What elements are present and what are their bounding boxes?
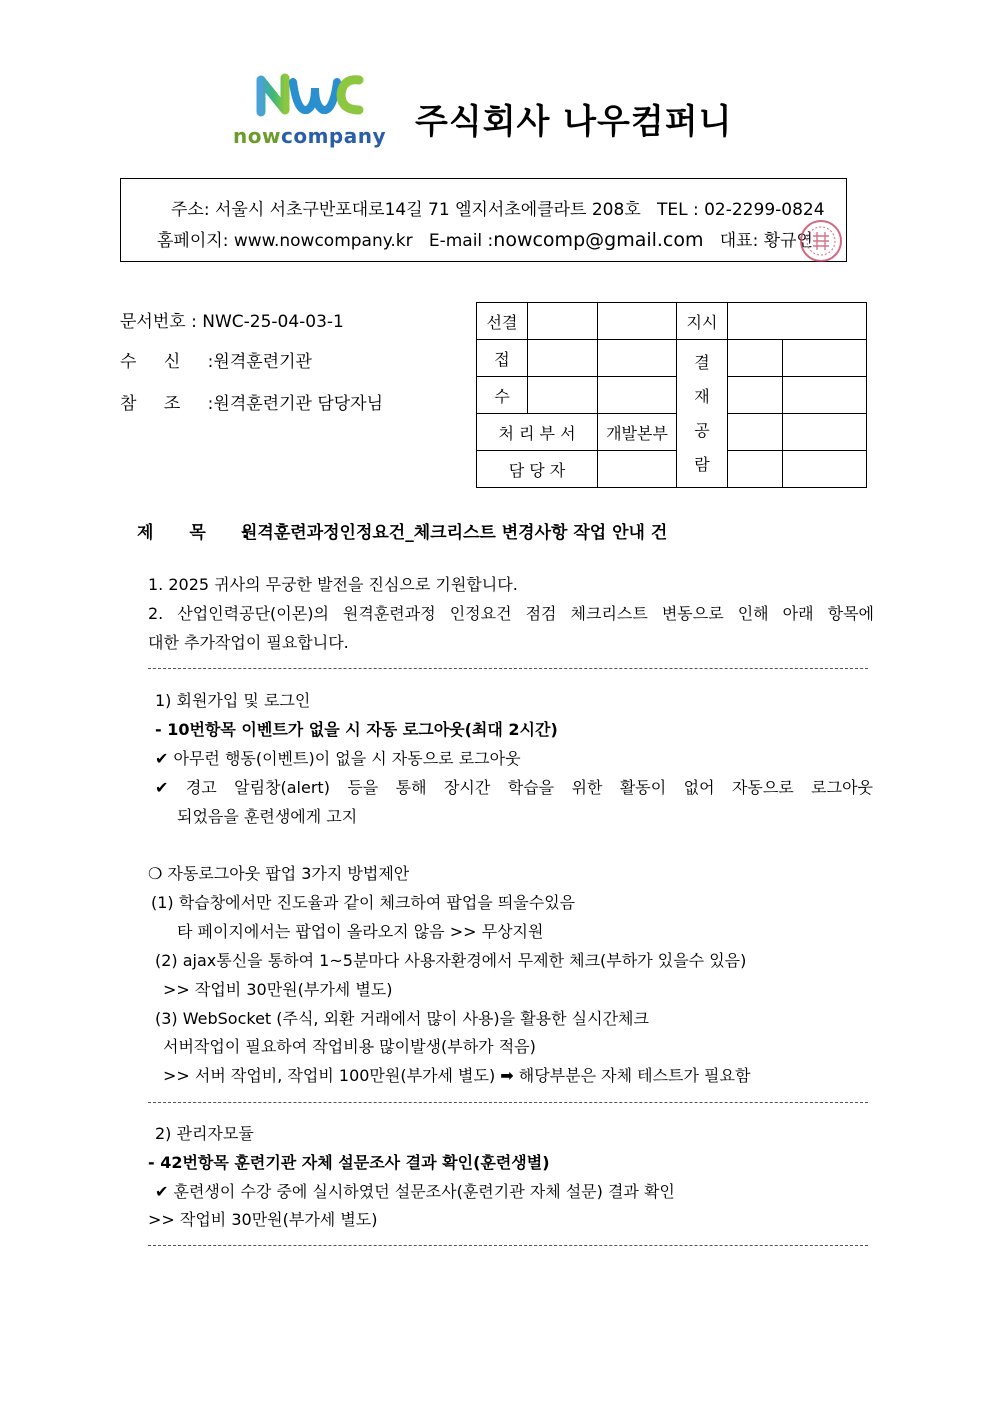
option-1-line-1: (1) 학습창에서만 진도율과 같이 체크하여 팝업을 띄울수있음 [151,893,576,912]
cell-blank [528,377,598,414]
label-jae: 재 [694,386,710,406]
telephone: TEL : 02-2299-0824 [656,200,825,220]
cell-manager-label: 담 당 자 [477,451,598,488]
address: 주소: 서울시 서초구반포대로14길 71 엘지서초에클라트 208호 [171,200,641,220]
section-2-title: 2) 관리자모듈 [155,1124,254,1143]
company-name: 주식회사 나우컴퍼니 [415,102,733,142]
cell-su: 수 [477,377,528,414]
option-3-line-2: 서버작업이 필요하여 작업비용 많이발생(부하가 적음) [163,1037,536,1056]
contact-line [157,226,813,251]
recipient: 원격훈련기관 [213,352,312,372]
cell-blank [783,377,867,414]
option-2-line-1: (2) ajax통신을 통하여 1~5분마다 사용자환경에서 무제한 체크(부하가 있을수 있음) [155,951,747,970]
email-label: E-mail : [428,231,494,251]
reference-row [120,389,383,414]
cell-dept: 개발본부 [598,414,677,451]
option-1-line-2: 타 페이지에서는 팝업이 올라오지 않음 >> 무상지원 [177,922,544,941]
option-3-line-1: (3) WebSocket (주식, 외환 거래에서 많이 사용)을 활용한 실시간체크 [155,1009,649,1028]
cell-gyeoljae-gongram [677,340,728,488]
label-gyeol: 결 [694,352,710,372]
cell-blank [528,340,598,377]
cell-jeop: 접 [477,340,528,377]
reference: 원격훈련기관 담당자님 [213,394,384,414]
section-1-item: - 10번항목 이벤트가 없을 시 자동 로그아웃(최대 2시간) [155,720,558,739]
cell-blank [783,340,867,377]
cell-blank [598,451,677,488]
section-1-check-2-line-1: ✔ 경고 알림창(alert) 등을 통해 장시간 학습을 위한 활동이 없어 자동으로 로그아웃 [155,778,873,797]
address-line [171,195,825,220]
section-1-title: 1) 회원가입 및 로그인 [155,691,311,710]
divider [148,1102,868,1103]
company-logo [255,70,365,120]
subject-label: 제 목 : [137,523,249,543]
cell-jisi: 지시 [677,303,728,340]
recipient-row [120,347,312,372]
subject-title: 원격훈련과정인정요건_체크리스트 변경사항 작업 안내 건 [241,523,668,543]
cell-blank [728,303,867,340]
approval-table [476,302,867,488]
section-2-item: - 42번항목 훈련기관 자체 설문조사 결과 확인(훈련생별) [148,1153,550,1172]
logo-wordmark-now: now [233,124,281,148]
cell-dept-label: 처 리 부 서 [477,414,598,451]
cell-blank [598,340,677,377]
divider [148,1245,868,1246]
section-2-cost: >> 작업비 30만원(부가세 별도) [148,1210,378,1229]
logo-wordmark-company: company [280,124,386,148]
cell-blank [728,377,783,414]
section-1-check-1: ✔ 아무런 행동(이벤트)이 없을 시 자동으로 로그아웃 [155,749,521,768]
cell-seongyeol: 선결 [477,303,528,340]
reference-label: 참 조 : [120,394,214,414]
popup-options-title: ❍ 자동로그아웃 팝업 3가지 방법제안 [148,864,410,883]
option-2-line-2: >> 작업비 30만원(부가세 별도) [163,980,393,999]
section-1-check-2-line-2: 되었음을 훈련생에게 고지 [177,807,358,826]
cell-blank [783,414,867,451]
email-address: nowcomp@gmail.com [493,229,704,251]
document-number: 문서번호 : NWC-25-04-03-1 [120,312,344,332]
label-gong: 공 [694,420,710,440]
label-ram: 람 [694,454,710,474]
cell-blank [728,414,783,451]
divider [148,668,868,669]
cell-blank [598,303,677,340]
company-seal-icon [798,218,844,264]
ceo-name: 대표: 황규연 [719,231,813,251]
subject-line [137,518,667,543]
option-3-line-3: >> 서버 작업비, 작업비 100만원(부가세 별도) ➡ 해당부분은 자체 테스트가 필요함 [163,1066,751,1085]
paragraph-2-line-1: 2. 산업인력공단(이몬)의 원격훈련과정 인정요건 점검 체크리스트 변동으로 인해 아래 항목에 [148,604,874,623]
cell-blank [528,303,598,340]
homepage: 홈페이지: www.nowcompany.kr [157,231,413,251]
nwc-logo-mark-icon [255,70,365,120]
recipient-label: 수 신 : [120,352,214,372]
paragraph-2-line-2: 대한 추가작업이 필요합니다. [148,633,349,652]
section-2-check: ✔ 훈련생이 수강 중에 실시하였던 설문조사(훈련기관 자체 설문) 결과 확인 [155,1182,675,1201]
logo-wordmark [233,124,386,148]
cell-blank [783,451,867,488]
paragraph-1: 1. 2025 귀사의 무궁한 발전을 진심으로 기원합니다. [148,575,518,594]
cell-blank [598,377,677,414]
cell-blank [728,340,783,377]
cell-blank [728,451,783,488]
